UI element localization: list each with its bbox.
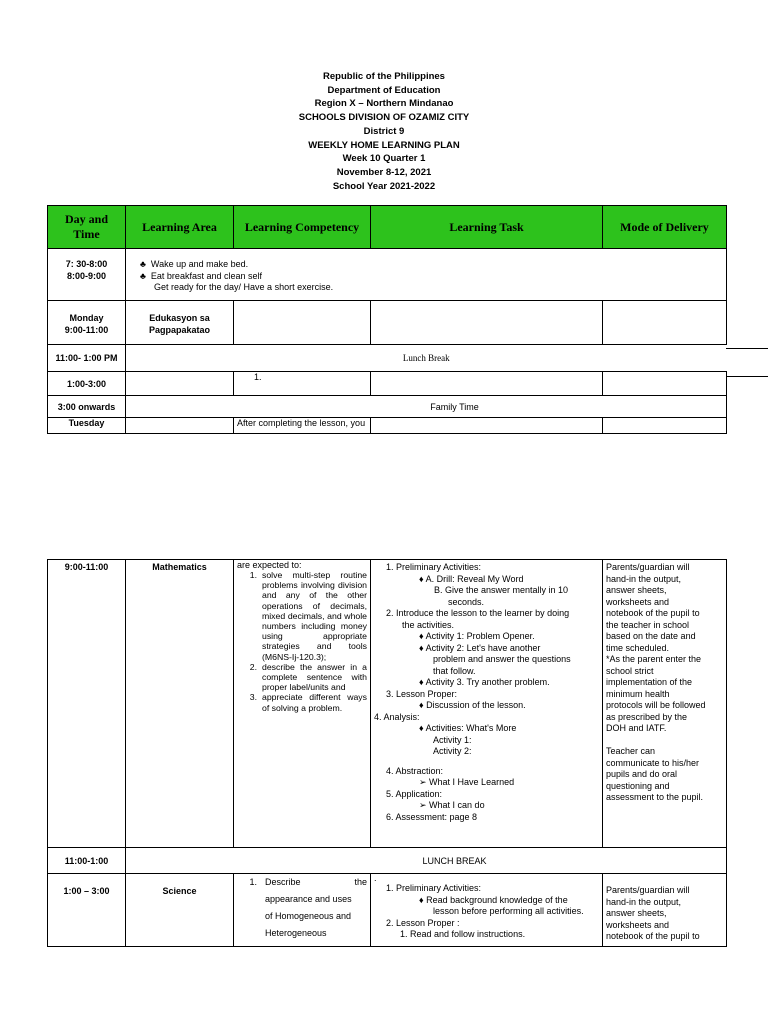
header-line: School Year 2021-2022	[332, 180, 436, 192]
club-bullet-icon: ♣	[140, 259, 146, 269]
table-row-science	[48, 874, 727, 947]
header-line: Department of Education	[327, 84, 441, 96]
table-row-morning	[48, 249, 727, 301]
club-bullet-icon: ♣	[140, 270, 146, 281]
list-item: 1. solve multi-step routine problems involving division and any of the other operations of decimals, mixed decimals, and whole numbers including money using appropriate strategies and tools (M6NS-Ij-120.3);	[249, 570, 367, 662]
learning-area-cell: Edukasyon sa	[149, 313, 210, 323]
list-item: Eat breakfast and clean self	[150, 270, 262, 281]
header-line: SCHOOLS DIVISION OF OZAMIZ CITY	[298, 112, 470, 124]
col-header-learning-area: Learning Area	[126, 206, 234, 249]
time-cell: 9:00-11:00	[48, 560, 126, 848]
lunch-break-label: Lunch Break	[126, 345, 727, 372]
learning-plan-table-top	[47, 205, 727, 434]
lunch-break-label: LUNCH BREAK	[126, 848, 727, 874]
time-cell: 11:00-1:00	[48, 848, 126, 874]
task-line: ➢ What I Have Learned	[419, 777, 515, 787]
list-item: Get ready for the day/ Have a short exercise.	[154, 282, 334, 292]
competency-cell	[234, 560, 371, 848]
learning-area-cell: Pagpapakatao	[148, 324, 211, 335]
table-row-math	[48, 560, 727, 848]
learning-task-cell: . 1. Preliminary Activities: ♦ Read background knowledge of the lesson before performing all activities. 2. Lesson Proper : 1. Read and follow instructions.	[371, 874, 603, 947]
task-line: 5. Application:	[386, 788, 443, 799]
task-line: 4. Analysis:	[374, 711, 420, 722]
task-line: 2. Lesson Proper :	[386, 917, 460, 928]
header-line: November 8-12, 2021	[336, 166, 432, 178]
task-line: 1. Preliminary Activities:	[386, 883, 482, 893]
task-line: ♦ Activities: What's More	[419, 723, 517, 733]
task-line: ➢ What I can do	[419, 800, 485, 810]
competency-cell: 1. Describe the appearance and uses of Homogeneous and Heterogeneous	[234, 874, 371, 947]
col-header-day-time: Day and Time	[48, 206, 126, 249]
competency-cell: After completing the lesson, you	[234, 418, 371, 434]
day-cell: Tuesday	[48, 418, 126, 434]
time-cell: 11:00- 1:00 PM	[48, 345, 126, 372]
task-line: ♦ Activity 1: Problem Opener.	[419, 631, 535, 641]
time-cell: 3:00 onwards	[48, 396, 126, 418]
task-line: problem and answer the questions	[433, 654, 571, 664]
task-line: ♦ Activity 3. Try another problem.	[419, 677, 550, 687]
day-cell: Monday	[69, 313, 104, 323]
time-cell: 1:00 – 3:00	[48, 874, 126, 947]
competency-intro: are expected to:	[237, 560, 302, 570]
mode-of-delivery-cell: Parents/guardian will hand-in the output, answer sheets, worksheets and notebook of the pupil to	[603, 874, 727, 947]
task-line: lesson before performing all activities.	[433, 906, 584, 916]
task-line: 1. Read and follow instructions.	[400, 929, 526, 939]
table-row-lunch	[48, 848, 727, 874]
learning-task-cell	[371, 560, 603, 848]
time-cell: 1:00-3:00	[48, 372, 126, 396]
learning-area-cell: Mathematics	[126, 560, 234, 848]
line-extension	[726, 348, 768, 349]
morning-routine	[126, 249, 727, 301]
list-item: 3. appreciate different ways of solving a problem.	[249, 692, 367, 713]
header-line: Region X – Northern Mindanao	[314, 98, 454, 110]
learning-area-cell: Science	[126, 874, 234, 947]
task-line: ♦ A. Drill: Reveal My Word	[419, 573, 524, 584]
mode-of-delivery-cell: Parents/guardian will hand-in the output, answer sheets, worksheets and notebook of the pupil to the teacher in school based on the date and time scheduled. *As the parent enter the school strict implementation of the minimum health protocols will be followed as prescribed by the DOH and IATF. Teacher can communicate to his/her pupils and do oral questioning and assessment to the pupil.	[603, 560, 727, 848]
task-line: 4. Abstraction:	[386, 765, 444, 776]
table-row-tuesday	[48, 418, 727, 434]
task-line: 2. Introduce the lesson to the learner by doing	[386, 608, 570, 618]
table-row-family	[48, 396, 727, 418]
col-header-learning-task: Learning Task	[371, 206, 603, 249]
list-item: 2. describe the answer in a complete sentence with proper label/units and	[249, 661, 367, 693]
table-row-afternoon	[48, 372, 727, 396]
task-line: 1. Preliminary Activities:	[386, 562, 482, 572]
col-header-learning-competency: Learning Competency	[234, 206, 371, 249]
task-line: 6. Assessment: page 8	[386, 811, 478, 822]
table-header-row	[48, 206, 727, 249]
task-line: Activity 2:	[433, 746, 472, 756]
time-cell: 7: 30-8:00	[65, 259, 108, 269]
time-cell: 9:00-11:00	[64, 324, 109, 335]
document-header	[0, 70, 768, 193]
task-line: the activities.	[402, 619, 455, 630]
family-time-label: Family Time	[126, 396, 727, 418]
table-row-monday	[48, 301, 727, 345]
task-line: that follow.	[433, 665, 476, 676]
col-header-mode-of-delivery: Mode of Delivery	[603, 206, 727, 249]
line-extension	[726, 376, 768, 377]
task-line: 3. Lesson Proper:	[386, 688, 458, 699]
header-line: District 9	[363, 125, 405, 137]
header-line: Week 10 Quarter 1	[342, 153, 426, 165]
task-line: ♦ Read background knowledge of the	[419, 894, 568, 905]
learning-plan-table-bottom	[47, 559, 727, 947]
time-cell: 8:00-9:00	[66, 270, 107, 281]
task-line: seconds.	[448, 596, 485, 607]
competency-cell: 1.	[234, 372, 371, 396]
header-line: WEEKLY HOME LEARNING PLAN	[308, 139, 460, 151]
task-line: ♦ Discussion of the lesson.	[419, 700, 526, 710]
task-line: B. Give the answer mentally in 10	[434, 585, 569, 595]
header-line: Republic of the Philippines	[323, 71, 445, 82]
task-line: Activity 1:	[433, 734, 472, 745]
task-line: ♦ Activity 2: Let's have another	[419, 642, 541, 653]
list-item: Wake up and make bed.	[150, 259, 249, 269]
table-row-lunch	[48, 345, 727, 372]
